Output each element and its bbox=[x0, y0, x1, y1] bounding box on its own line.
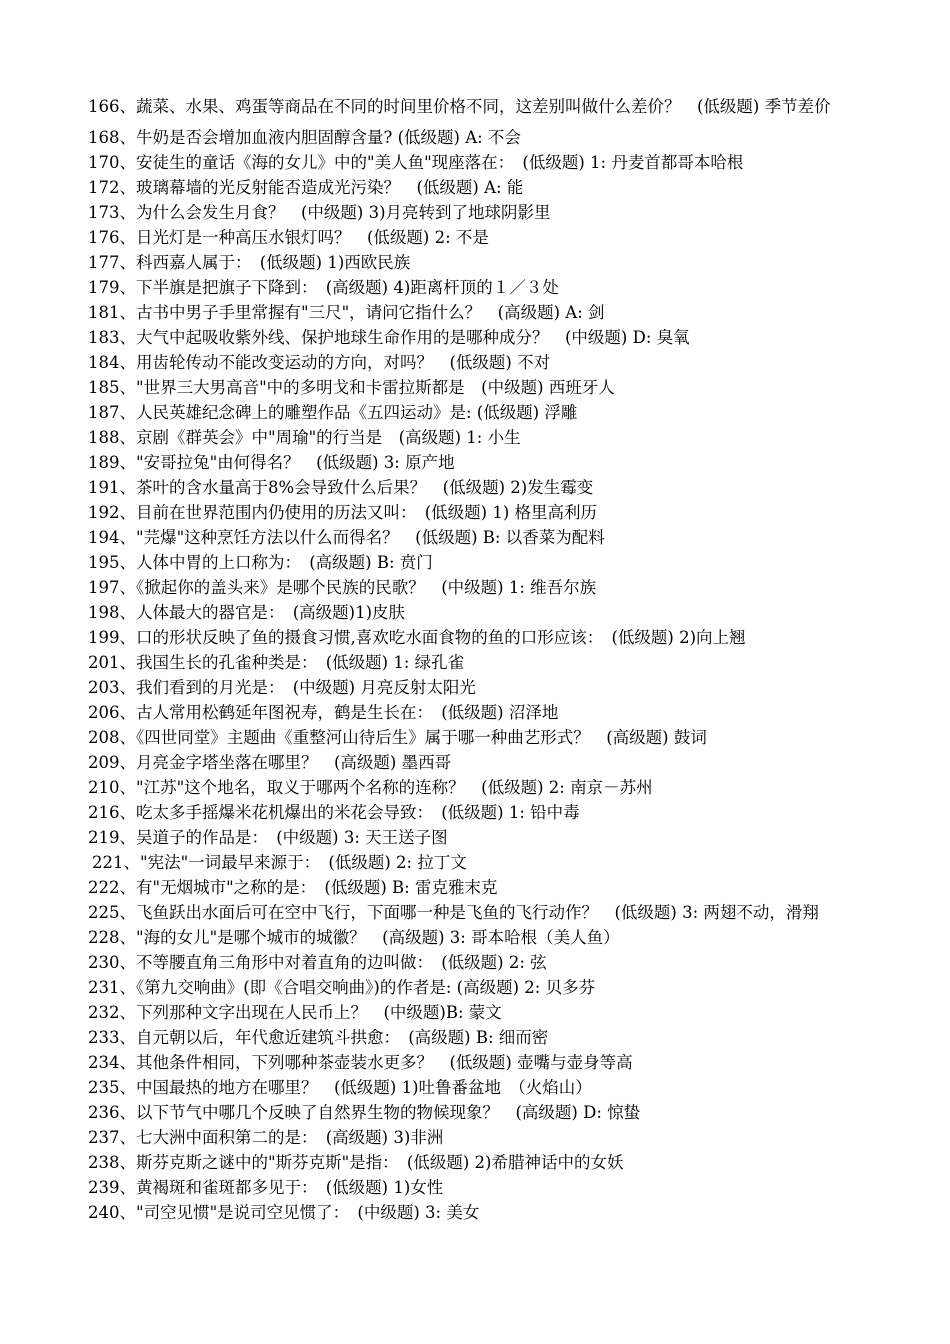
question-item: 216、吃太多手摇爆米花机爆出的米花会导致： (低级题) 1: 铅中毒 bbox=[88, 803, 580, 822]
question-item: 203、我们看到的月光是： (中级题) 月亮反射太阳光 bbox=[88, 678, 476, 697]
question-item: 209、月亮金字塔坐落在哪里？ (高级题) 墨西哥 bbox=[88, 753, 452, 772]
question-item: 187、人民英雄纪念碑上的雕塑作品《五四运动》是: (低级题) 浮雕 bbox=[88, 403, 578, 422]
question-item: 230、不等腰直角三角形中对着直角的边叫做： (低级题) 2: 弦 bbox=[88, 953, 547, 972]
question-item: 206、古人常用松鹤延年图祝寿，鹤是生长在： (低级题) 沼泽地 bbox=[88, 703, 559, 722]
question-item: 168、牛奶是否会增加血液内胆固醇含量? (低级题) A: 不会 bbox=[88, 128, 521, 147]
question-item: 183、大气中起吸收紫外线、保护地球生命作用的是哪种成分？ (中级题) D: 臭氧 bbox=[88, 328, 690, 347]
question-item: 197、《掀起你的盖头来》是哪个民族的民歌？ (中级题) 1: 维吾尔族 bbox=[88, 578, 597, 597]
question-item: 219、吴道子的作品是： (中级题) 3: 天王送子图 bbox=[88, 828, 448, 847]
question-item: 240、"司空见惯"是说司空见惯了： (中级题) 3: 美女 bbox=[88, 1203, 480, 1222]
question-item: 201、我国生长的孔雀种类是： (低级题) 1: 绿孔雀 bbox=[88, 653, 465, 672]
question-item: 228、"海的女儿"是哪个城市的城徽？ (高级题) 3: 哥本哈根（美人鱼） bbox=[88, 928, 620, 947]
question-item: 194、"芫爆"这种烹饪方法以什么而得名？ (低级题) B: 以香菜为配料 bbox=[88, 528, 605, 547]
question-item: 173、为什么会发生月食？ (中级题) 3)月亮转到了地球阴影里 bbox=[88, 203, 551, 222]
question-item: 232、下列那种文字出现在人民币上？ (中级题)B: 蒙文 bbox=[88, 1003, 502, 1022]
question-item: 172、玻璃幕墙的光反射能否造成光污染？ (低级题) A: 能 bbox=[88, 178, 524, 197]
question-item: 181、古书中男子手里常握有"三尺"，请问它指什么？ (高级题) A: 剑 bbox=[88, 303, 605, 322]
question-item: 195、人体中胃的上口称为： (高级题) B: 贲门 bbox=[88, 553, 433, 572]
question-item: 231、《第九交响曲》(即《合唱交响曲》)的作者是: (高级题) 2: 贝多芬 bbox=[88, 978, 596, 997]
question-item: 176、日光灯是一种高压水银灯吗？ (低级题) 2: 不是 bbox=[88, 228, 489, 247]
question-item: 188、京剧《群英会》中"周瑜"的行当是 (高级题) 1: 小生 bbox=[88, 428, 521, 447]
question-item: 235、中国最热的地方在哪里？ (低级题) 1)吐鲁番盆地 （火焰山） bbox=[88, 1078, 592, 1097]
question-item: 185、"世界三大男高音"中的多明戈和卡雷拉斯都是 (中级题) 西班牙人 bbox=[88, 378, 615, 397]
question-item: 192、目前在世界范围内仍使用的历法又叫： (低级题) 1) 格里高利历 bbox=[88, 503, 598, 522]
question-item: 236、以下节气中哪几个反映了自然界生物的物候现象？ (高级题) D: 惊蛰 bbox=[88, 1103, 641, 1122]
question-item: 237、七大洲中面积第二的是： (高级题) 3)非洲 bbox=[88, 1128, 444, 1147]
question-item: 208、《四世同堂》主题曲《重整河山待后生》属于哪一种曲艺形式？ (高级题) 鼓词 bbox=[88, 728, 707, 747]
question-item: 184、用齿轮传动不能改变运动的方向，对吗？ (低级题) 不对 bbox=[88, 353, 551, 372]
question-item: 222、有"无烟城市"之称的是： (低级题) B: 雷克雅末克 bbox=[88, 878, 498, 897]
question-item: 179、下半旗是把旗子下降到： (高级题) 4)距离杆顶的１／３处 bbox=[88, 278, 559, 297]
question-item: 191、茶叶的含水量高于8%会导致什么后果？ (低级题) 2)发生霉变 bbox=[88, 478, 594, 497]
question-item: 189、"安哥拉兔"由何得名？ (低级题) 3: 原产地 bbox=[88, 453, 455, 472]
question-item: 198、人体最大的器官是： (高级题)1)皮肤 bbox=[88, 603, 406, 622]
question-list bbox=[56, 125, 894, 1225]
question-item: 238、斯芬克斯之谜中的"斯芬克斯"是指： (低级题) 2)希腊神话中的女妖 bbox=[88, 1153, 624, 1172]
question-item-166: 166、蔬菜、水果、鸡蛋等商品在不同的时间里价格不同，这差别叫做什么差价？ (低级题) 季节差价 bbox=[88, 97, 831, 116]
question-item: 177、科西嘉人属于： (低级题) 1)西欧民族 bbox=[88, 253, 411, 272]
question-item: 233、自元朝以后，年代愈近建筑斗拱愈： (高级题) B: 细而密 bbox=[88, 1028, 549, 1047]
question-item: 225、飞鱼跃出水面后可在空中飞行，下面哪一种是飞鱼的飞行动作？ (低级题) 3: 两翅不动，滑翔 bbox=[88, 903, 819, 922]
question-item: 221、"宪法"一词最早来源于： (低级题) 2: 拉丁文 bbox=[92, 853, 467, 872]
question-item: 234、其他条件相同，下列哪种茶壶装水更多？ (低级题) 壶嘴与壶身等高 bbox=[88, 1053, 633, 1072]
question-item: 170、安徒生的童话《海的女儿》中的"美人鱼"现座落在： (低级题) 1: 丹麦首都哥本哈根 bbox=[88, 153, 744, 172]
question-item: 239、黄褐斑和雀斑都多见于： (低级题) 1)女性 bbox=[88, 1178, 444, 1197]
question-item: 210、"江苏"这个地名，取义于哪两个名称的连称？ (低级题) 2: 南京－苏州 bbox=[88, 778, 653, 797]
question-item: 199、口的形状反映了鱼的摄食习惯,喜欢吃水面食物的鱼的口形应该： (低级题) 2)向上翘 bbox=[88, 628, 746, 647]
